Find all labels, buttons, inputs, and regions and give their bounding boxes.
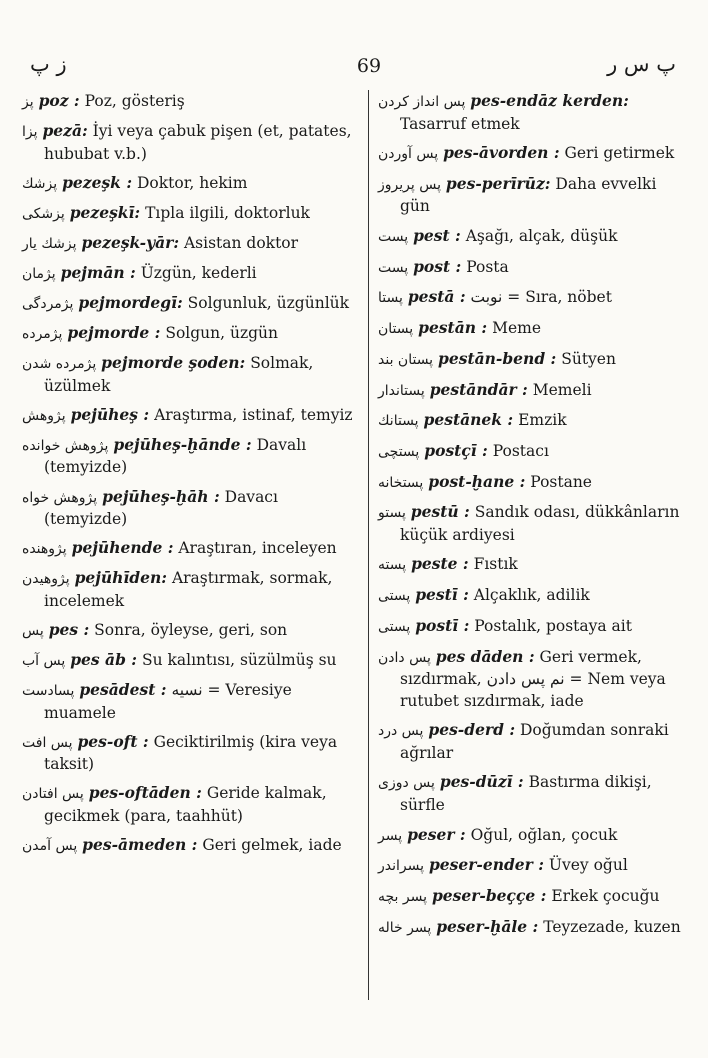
entry-arabic-script: پستاندار bbox=[378, 382, 425, 399]
entry-definition: Tasarruf etmek bbox=[400, 114, 520, 133]
entry-arabic-script: پس آمدن bbox=[22, 837, 78, 854]
entry-definition: Oğul, oğlan, çocuk bbox=[470, 825, 618, 844]
entry-headword: pestā : bbox=[407, 287, 466, 307]
entry-headword: pejūheş-ḫāh : bbox=[102, 486, 220, 506]
entry-headword: pejmordegī: bbox=[78, 293, 183, 313]
dictionary-entry bbox=[378, 409, 686, 433]
entry-headword: pezeşk : bbox=[62, 172, 133, 192]
dictionary-entry bbox=[378, 225, 686, 249]
dictionary-entry bbox=[22, 619, 360, 643]
dictionary-entry bbox=[22, 782, 360, 827]
entry-headword: pezeşkī: bbox=[69, 202, 141, 222]
entry-headword: poz : bbox=[38, 91, 80, 110]
entry-arabic-script: پژمردگی bbox=[22, 296, 74, 313]
entry-headword: pes-oft : bbox=[77, 731, 149, 751]
entry-definition: Geciktirilmiş (kira veya taksit) bbox=[44, 732, 338, 774]
entry-arabic-script: پزشك bbox=[22, 175, 58, 192]
entry-definition: Araştırmak, sormak, incelemek bbox=[44, 569, 333, 610]
dictionary-entry bbox=[378, 90, 686, 135]
entry-arabic-script: پس آب bbox=[22, 652, 66, 669]
entry-definition: Postalık, postaya ait bbox=[474, 616, 632, 635]
entry-headword: pejūhende : bbox=[71, 538, 174, 558]
entry-headword: pejmorde şoden: bbox=[101, 353, 246, 373]
dictionary-entry bbox=[378, 286, 686, 310]
entry-arabic-script: پژوهش خواه bbox=[22, 489, 98, 506]
entry-headword: post-ḫane : bbox=[428, 471, 526, 491]
entry-definition: Emzik bbox=[518, 411, 567, 430]
entry-arabic-script: پسر خاله bbox=[378, 919, 432, 936]
entry-arabic-script: پسراندر bbox=[378, 858, 425, 875]
dictionary-entry bbox=[22, 649, 360, 673]
entry-headword: pejūhīden: bbox=[74, 568, 167, 588]
dictionary-entry bbox=[378, 440, 686, 464]
entry-definition: Sonra, öyleyse, geri, son bbox=[94, 620, 288, 639]
entry-headword: pes-dūzī : bbox=[439, 772, 524, 792]
entry-definition: Geride kalmak, gecikmek (para, taahhüt) bbox=[44, 784, 327, 825]
entry-headword: postī : bbox=[415, 615, 470, 635]
entry-definition: Sütyen bbox=[561, 349, 616, 368]
dictionary-entry bbox=[22, 834, 360, 858]
entry-definition: Davalı (temyizde) bbox=[44, 435, 307, 477]
entry-headword: peste : bbox=[411, 554, 469, 574]
entry-headword: pes-oftāden : bbox=[88, 783, 202, 803]
entry-arabic-script: پسر بچه bbox=[378, 888, 427, 905]
entry-headword: post : bbox=[413, 256, 462, 276]
entry-arabic-script: پس پريروز bbox=[378, 176, 441, 193]
entry-arabic-script: پژوهنده bbox=[22, 541, 67, 558]
entry-definition: Meme bbox=[492, 319, 541, 338]
entry-definition: Su kalıntısı, süzülmüş su bbox=[141, 650, 337, 669]
entry-definition: Daha evvelki gün bbox=[400, 174, 657, 216]
entry-arabic-script: پژوهش bbox=[22, 407, 66, 424]
entry-headword: peser-ḫāle : bbox=[436, 916, 539, 936]
dictionary-entry bbox=[22, 262, 360, 286]
dictionary-entry bbox=[378, 256, 686, 280]
entry-arabic-script: پسادست bbox=[22, 683, 75, 699]
entry-definition: Araştırma, istinaf, temyiz bbox=[154, 405, 353, 424]
entry-definition: Solgunluk, üzgünlük bbox=[187, 294, 350, 313]
entry-headword: peser : bbox=[407, 824, 466, 844]
column-divider bbox=[368, 90, 369, 1000]
entry-arabic-script: پژوهیدن bbox=[22, 571, 70, 588]
entry-definition: Poz, gösteriş bbox=[84, 92, 185, 110]
entry-headword: peser-beççe : bbox=[431, 885, 547, 905]
entry-definition: Solgun, üzgün bbox=[165, 324, 279, 343]
entry-arabic-script: پژمرده شدن bbox=[22, 356, 97, 373]
entry-arabic-script: پستانك bbox=[378, 413, 419, 430]
left-column bbox=[22, 90, 360, 864]
dictionary-entry bbox=[22, 202, 360, 226]
dictionary-entry bbox=[22, 232, 360, 256]
entry-arabic-script: پستخانه bbox=[378, 474, 424, 491]
dictionary-entry bbox=[22, 292, 360, 316]
entry-headword: pestī : bbox=[415, 585, 469, 605]
entry-arabic-script: پستی bbox=[378, 588, 411, 605]
entry-arabic-script: پست bbox=[378, 259, 409, 276]
entry-arabic-script: پس درد bbox=[378, 723, 424, 740]
entry-arabic-script: پزا bbox=[22, 124, 38, 141]
dictionary-entry bbox=[378, 173, 686, 218]
dictionary-entry bbox=[378, 615, 686, 639]
entry-definition: Postacı bbox=[492, 441, 549, 460]
entry-definition: Davacı (temyizde) bbox=[44, 487, 278, 529]
entry-definition: Memeli bbox=[532, 380, 592, 399]
entry-headword: pezā: bbox=[42, 121, 88, 141]
entry-arabic-script: پس افت bbox=[22, 734, 73, 751]
dictionary-entry bbox=[22, 404, 360, 428]
entry-arabic-script: پستان bbox=[378, 321, 414, 338]
entry-arabic-script: پژمرده bbox=[22, 326, 63, 343]
entry-definition: نسیه = Veresiye muamele bbox=[44, 681, 292, 722]
entry-arabic-script: پس bbox=[22, 622, 44, 639]
entry-arabic-script: پستچی bbox=[378, 443, 420, 460]
dictionary-entry bbox=[378, 885, 686, 909]
entry-arabic-script: پسته bbox=[378, 557, 407, 574]
header-left-letters: ز پ bbox=[30, 52, 67, 76]
entry-definition: Tıpla ilgili, doktorluk bbox=[145, 203, 310, 222]
entry-headword: pejūheş-ḫānde : bbox=[113, 434, 252, 454]
dictionary-entry bbox=[378, 824, 686, 848]
entry-arabic-script: پس افتادن bbox=[22, 786, 84, 803]
entry-headword: peser-ender : bbox=[428, 855, 544, 875]
entry-headword: pes āb : bbox=[70, 649, 138, 669]
entry-definition: نوبت = Sıra, nöbet bbox=[470, 288, 612, 307]
entry-definition: Sandık odası, dükkânların küçük ardiyesi bbox=[400, 503, 680, 544]
dictionary-entry bbox=[378, 501, 686, 546]
right-column bbox=[378, 90, 686, 946]
dictionary-entry bbox=[22, 486, 360, 531]
entry-headword: pes-endāz kerden: bbox=[470, 91, 629, 110]
entry-arabic-script: پس دادن bbox=[378, 649, 431, 666]
entry-headword: pejmorde : bbox=[67, 323, 161, 343]
dictionary-entry bbox=[22, 172, 360, 196]
entry-headword: pes : bbox=[48, 619, 90, 639]
entry-definition: Alçaklık, adilik bbox=[473, 586, 590, 605]
entry-arabic-script: پز bbox=[22, 94, 34, 110]
entry-headword: pes-perīrūz: bbox=[445, 173, 551, 193]
entry-arabic-script: پژوهش خوانده bbox=[22, 437, 109, 454]
header-right-letters: پ س ر bbox=[607, 52, 676, 76]
entry-definition: Erkek çocuğu bbox=[551, 886, 660, 905]
entry-definition: Aşağı, alçak, düşük bbox=[465, 227, 618, 246]
entry-headword: pesādest : bbox=[79, 680, 167, 699]
entry-headword: pest : bbox=[413, 226, 461, 246]
entry-headword: pes-āvorden : bbox=[443, 143, 560, 163]
dictionary-entry bbox=[378, 719, 686, 764]
entry-arabic-script: پستان بند bbox=[378, 351, 434, 368]
dictionary-entry bbox=[22, 90, 360, 114]
dictionary-entry bbox=[22, 537, 360, 561]
entry-definition: Solmak, üzülmek bbox=[44, 354, 314, 395]
entry-headword: pes dāden : bbox=[435, 646, 535, 666]
dictionary-entry bbox=[378, 142, 686, 166]
entry-definition: Geri gelmek, iade bbox=[202, 835, 342, 854]
entry-definition: Posta bbox=[466, 257, 509, 276]
entry-definition: Bastırma dikişi, sürfle bbox=[400, 773, 652, 814]
entry-headword: pezeşk-yār: bbox=[81, 232, 180, 252]
dictionary-entry bbox=[378, 771, 686, 816]
entry-headword: pestān-bend : bbox=[438, 348, 557, 368]
entry-arabic-script: پژمان bbox=[22, 265, 56, 282]
entry-arabic-script: پزشكی bbox=[22, 205, 65, 222]
entry-headword: pestū : bbox=[410, 502, 470, 522]
dictionary-entry bbox=[378, 348, 686, 372]
entry-definition: Araştıran, inceleyen bbox=[178, 539, 337, 558]
entry-headword: pes-derd : bbox=[428, 720, 516, 740]
entry-headword: postçī : bbox=[424, 440, 488, 460]
entry-definition: Doktor, hekim bbox=[136, 173, 248, 192]
entry-definition: Teyzezade, kuzen bbox=[543, 917, 681, 936]
dictionary-entry bbox=[378, 916, 686, 940]
dictionary-entry bbox=[378, 584, 686, 608]
entry-definition: Geri vermek, sızdırmak, نم پس دادن = Nem veya rutubet sızdırmak, iade bbox=[400, 647, 666, 710]
dictionary-entry bbox=[378, 471, 686, 495]
entry-definition: İyi veya çabuk pişen (et, patates, hububat v.b.) bbox=[44, 122, 352, 163]
entry-definition: Doğumdan sonraki ağrılar bbox=[400, 721, 669, 762]
entry-definition: Fıstık bbox=[473, 555, 518, 574]
dictionary-entry bbox=[378, 317, 686, 341]
entry-headword: pes-āmeden : bbox=[82, 834, 198, 854]
entry-definition: Postane bbox=[530, 472, 592, 491]
entry-arabic-script: پس انداز كردن bbox=[378, 94, 466, 110]
dictionary-entry bbox=[378, 646, 686, 713]
entry-arabic-script: پستی bbox=[378, 618, 411, 635]
dictionary-entry bbox=[378, 854, 686, 878]
entry-arabic-script: پست bbox=[378, 229, 409, 246]
entry-definition: Asistan doktor bbox=[183, 233, 299, 252]
page-number: 69 bbox=[356, 55, 382, 77]
entry-arabic-script: پس آوردن bbox=[378, 146, 439, 163]
entry-headword: pejmān : bbox=[60, 262, 136, 282]
dictionary-entry bbox=[378, 553, 686, 577]
entry-headword: pestān : bbox=[418, 318, 488, 338]
dictionary-entry bbox=[22, 731, 360, 776]
dictionary-entry bbox=[22, 567, 360, 612]
dictionary-entry bbox=[22, 322, 360, 346]
dictionary-entry bbox=[378, 379, 686, 403]
entry-headword: pestāndār : bbox=[429, 379, 528, 399]
dictionary-entry bbox=[22, 679, 360, 724]
entry-arabic-script: پستو bbox=[378, 505, 406, 522]
entry-arabic-script: پس دوزی bbox=[378, 775, 435, 792]
entry-definition: Üvey oğul bbox=[548, 856, 628, 875]
entry-headword: pejūheş : bbox=[70, 404, 150, 424]
dictionary-entry bbox=[22, 434, 360, 479]
entry-arabic-script: پستا bbox=[378, 290, 403, 307]
entry-definition: Geri getirmek bbox=[564, 144, 675, 163]
entry-definition: Üzgün, kederli bbox=[140, 263, 257, 282]
dictionary-entry bbox=[22, 352, 360, 397]
entry-headword: pestānek : bbox=[423, 410, 514, 430]
entry-arabic-script: پزشك يار bbox=[22, 235, 77, 252]
entry-arabic-script: پسر bbox=[378, 827, 403, 844]
dictionary-entry bbox=[22, 120, 360, 165]
